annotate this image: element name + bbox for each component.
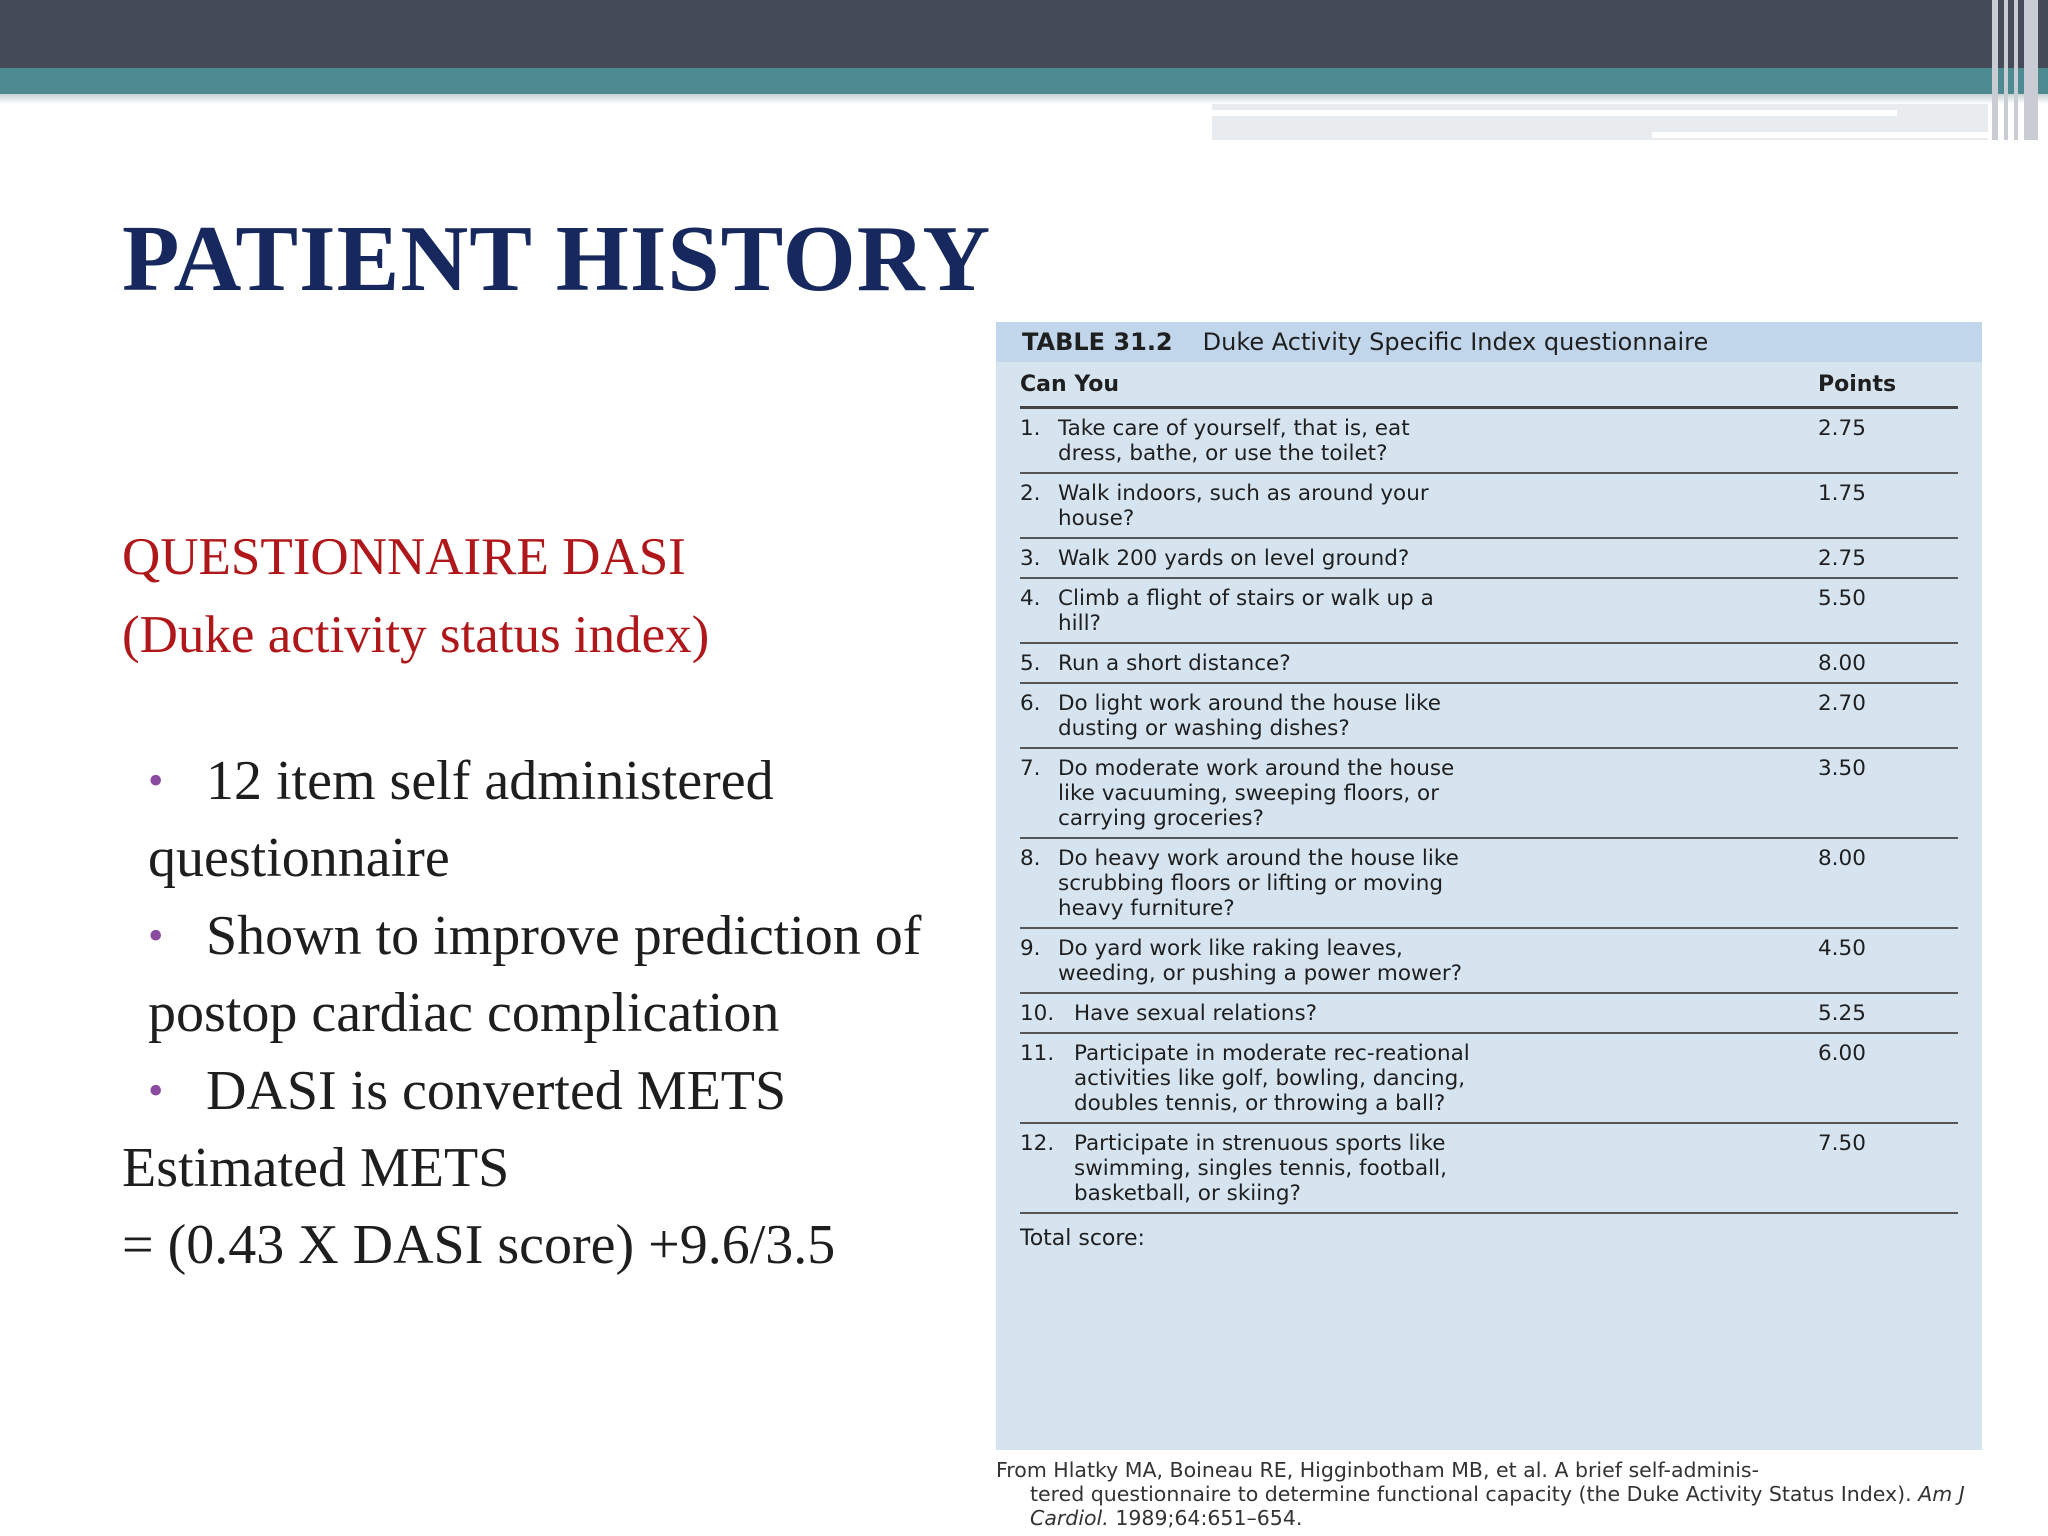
citation-text: tered questionnaire to determine functional capacity (the Duke Activity Status Index). xyxy=(1030,1482,1912,1506)
table-row xyxy=(1020,539,1958,579)
slide-header-shadow xyxy=(0,94,2048,104)
row-points: 6.00 xyxy=(1818,1041,1866,1066)
formula-equation: = (0.43 X DASI score) +9.6/3.5 xyxy=(122,1214,836,1276)
row-number: 9. xyxy=(1020,936,1041,961)
bullet-item xyxy=(122,1052,952,1130)
row-points: 2.75 xyxy=(1818,546,1866,571)
table-row xyxy=(1020,1124,1958,1214)
citation-text: From Hlatky MA, Boineau RE, Higginbotham MB, et al. A brief self-adminis- xyxy=(996,1458,1759,1482)
bullet-icon: • xyxy=(148,1066,164,1115)
table-row xyxy=(1020,994,1958,1034)
header-decoration-stripe xyxy=(2024,0,2038,140)
citation-journal: Am J Cardiol. xyxy=(1030,1482,1965,1530)
row-number: 1. xyxy=(1020,416,1041,441)
bullet-text: Shown to improve prediction of postop cardiac complication xyxy=(148,905,922,1044)
column-header-points: Points xyxy=(1818,371,1897,397)
bullet-icon: • xyxy=(148,756,164,805)
row-question: Participate in strenuous sports like swimming, singles tennis, football, basketball, or skiing? xyxy=(1074,1131,1447,1206)
header-decoration-stripe xyxy=(2004,0,2008,140)
row-points: 1.75 xyxy=(1818,481,1866,506)
table-row xyxy=(1020,684,1958,749)
row-number: 7. xyxy=(1020,756,1041,781)
table-row xyxy=(1020,1034,1958,1124)
table-caption xyxy=(996,322,1982,362)
table-row xyxy=(1020,749,1958,839)
row-question: Walk indoors, such as around your house? xyxy=(1058,481,1429,531)
row-points: 2.70 xyxy=(1818,691,1866,716)
slide-subtitle xyxy=(122,518,709,674)
table-row xyxy=(1020,644,1958,684)
table-row xyxy=(1020,409,1958,474)
row-question: Participate in moderate rec-reational activities like golf, bowling, dancing, doubles tennis, or throwing a ball? xyxy=(1074,1041,1470,1116)
row-question: Do light work around the house like dusting or washing dishes? xyxy=(1058,691,1441,741)
row-question: Climb a flight of stairs or walk up a hill? xyxy=(1058,586,1434,636)
row-question: Walk 200 yards on level ground? xyxy=(1058,546,1410,571)
table-title: Duke Activity Specific Index questionnaire xyxy=(1202,328,1709,356)
row-number: 12. xyxy=(1020,1131,1055,1156)
table-body xyxy=(1020,362,1958,1251)
row-points: 4.50 xyxy=(1818,936,1866,961)
row-number: 8. xyxy=(1020,846,1041,871)
table-row xyxy=(1020,474,1958,539)
row-points: 5.25 xyxy=(1818,1001,1866,1026)
row-number: 4. xyxy=(1020,586,1041,611)
row-number: 3. xyxy=(1020,546,1041,571)
row-points: 8.00 xyxy=(1818,651,1866,676)
row-question: Do heavy work around the house like scrubbing floors or lifting or moving heavy furniture? xyxy=(1058,846,1459,921)
row-points: 5.50 xyxy=(1818,586,1866,611)
header-decoration-rule xyxy=(1652,132,1992,138)
row-points: 8.00 xyxy=(1818,846,1866,871)
subtitle-line: QUESTIONNAIRE DASI xyxy=(122,528,686,586)
bullet-icon: • xyxy=(148,911,164,960)
citation-reference: 1989;64:651–654. xyxy=(1115,1506,1303,1530)
dasi-table xyxy=(996,322,1982,1450)
bullet-text: DASI is converted METS xyxy=(206,1060,787,1122)
slide-header-bar xyxy=(0,0,2048,68)
slide-title: PATIENT HISTORY xyxy=(122,207,992,311)
row-points: 2.75 xyxy=(1818,416,1866,441)
total-score-label: Total score: xyxy=(1020,1226,1145,1251)
bullet-list xyxy=(122,742,952,1284)
row-number: 11. xyxy=(1020,1041,1055,1066)
row-question: Run a short distance? xyxy=(1058,651,1291,676)
bullet-item xyxy=(122,742,952,897)
column-header-question: Can You xyxy=(1020,371,1119,397)
table-row xyxy=(1020,579,1958,644)
header-decoration-stripe xyxy=(1992,0,1998,140)
bullet-text: 12 item self administered questionnaire xyxy=(148,750,774,889)
formula-label: Estimated METS xyxy=(122,1137,510,1199)
table-header-row xyxy=(1020,362,1958,409)
slide-header-accent-bar xyxy=(0,68,2048,94)
row-question: Take care of yourself, that is, eat dress, bathe, or use the toilet? xyxy=(1058,416,1410,466)
row-number: 2. xyxy=(1020,481,1041,506)
bullet-item xyxy=(122,897,952,1052)
table-number: TABLE 31.2 xyxy=(1022,328,1173,356)
table-citation xyxy=(996,1458,1986,1530)
row-number: 5. xyxy=(1020,651,1041,676)
row-question: Have sexual relations? xyxy=(1074,1001,1318,1026)
row-points: 3.50 xyxy=(1818,756,1866,781)
row-number: 10. xyxy=(1020,1001,1055,1026)
row-question: Do yard work like raking leaves, weeding, or pushing a power mower? xyxy=(1058,936,1463,986)
citation-continued xyxy=(996,1482,1986,1530)
header-decoration-stripe xyxy=(2014,0,2018,140)
row-question: Do moderate work around the house like vacuuming, sweeping floors, or carrying groceries? xyxy=(1058,756,1455,831)
table-row xyxy=(1020,929,1958,994)
row-points: 7.50 xyxy=(1818,1131,1866,1156)
table-row xyxy=(1020,839,1958,929)
row-number: 6. xyxy=(1020,691,1041,716)
header-decoration-rule xyxy=(1212,110,1897,116)
subtitle-line: (Duke activity status index) xyxy=(122,606,710,664)
